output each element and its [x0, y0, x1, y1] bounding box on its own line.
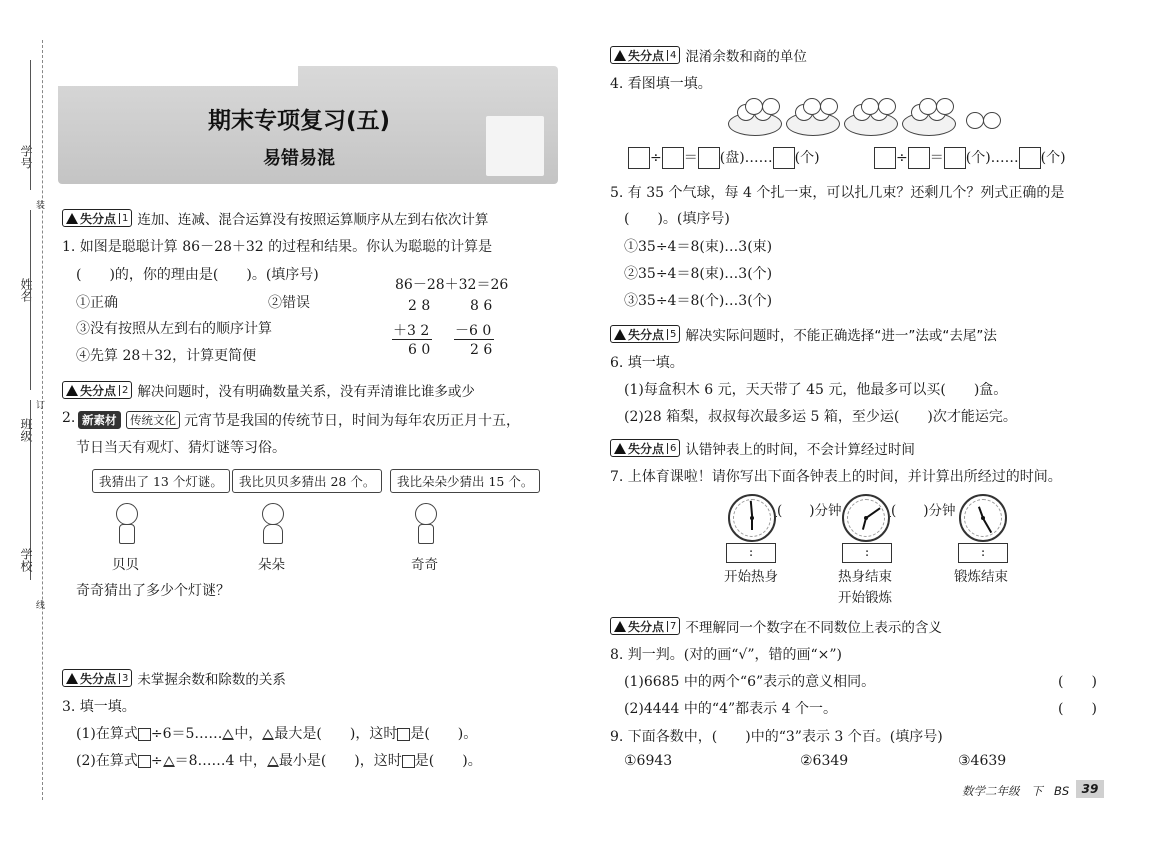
- q2-line2: 节日当天有观灯、猜灯谜等习俗。: [76, 440, 286, 456]
- q1-calc-a-rule: [392, 339, 432, 340]
- triangle-blank-icon: [163, 756, 175, 767]
- apple-icon: [803, 98, 821, 115]
- q1-option-1: ①正确: [76, 295, 118, 311]
- apple-icon: [983, 112, 1001, 129]
- q4-title: 4. 看图填一填。: [610, 76, 712, 92]
- flag-text: 不理解同一个数字在不同数位上表示的含义: [685, 620, 942, 636]
- flag-tag: 失分点 4: [610, 46, 680, 64]
- q8-answer-2[interactable]: ( ): [1058, 701, 1097, 717]
- label-name: 姓名: [19, 278, 33, 302]
- square-blank-icon: [138, 755, 151, 768]
- q5-line2: ( )。(填序号): [624, 211, 730, 227]
- binding-mark-1: 装: [36, 201, 46, 211]
- q1-line2: ( )的，你的理由是( )。(填序号): [76, 267, 319, 283]
- q6-title: 6. 填一填。: [610, 355, 684, 371]
- answer-box[interactable]: [698, 147, 720, 169]
- flag-tag: 失分点 1: [62, 209, 132, 227]
- q9-option-2: ②6349: [800, 753, 849, 769]
- q9-title: 9. 下面各数中，( )中的“3”表示 3 个百。(填序号): [610, 729, 943, 745]
- time-input-1[interactable]: :: [726, 543, 776, 563]
- triangle-blank-icon: [267, 756, 279, 767]
- speech-bubble-qiqi: 我比朵朵少猜出 15 个。: [390, 469, 540, 493]
- fruit-plates-illustration: [728, 98, 1018, 138]
- q6-line2: (2)28 箱梨，叔叔每次最多运 5 箱，至少运( )次才能运完。: [624, 409, 1017, 425]
- flag-tag: 失分点 6: [610, 439, 680, 457]
- elapsed-gap-2[interactable]: ( )分钟: [891, 499, 956, 519]
- flag-5: [610, 324, 997, 344]
- q2-question: 奇奇猜出了多少个灯谜？: [76, 583, 230, 599]
- warning-icon: [66, 673, 78, 684]
- q5-line1: 5. 有 35 个气球，每 4 个扎一束，可以扎几束？还剩几个？列式正确的是: [610, 185, 1065, 201]
- warning-icon: [66, 213, 78, 224]
- q5-option-3: ③35÷4＝8(个)…3(个): [624, 293, 773, 309]
- square-blank-icon: [402, 755, 415, 768]
- child-figure-duoduo: [258, 503, 286, 545]
- flag-text: 解决实际问题时，不能正确选择“进一”法或“去尾”法: [685, 328, 997, 344]
- q2-answer-area[interactable]: [76, 605, 546, 660]
- triangle-blank-icon: [222, 729, 234, 740]
- page-number: 39: [1076, 780, 1104, 798]
- flag-text: 未掌握余数和除数的关系: [137, 672, 286, 688]
- warning-icon: [614, 621, 626, 632]
- flag-tag: 失分点 3: [62, 669, 132, 687]
- q1-calc-b-top: 8 6: [470, 298, 493, 314]
- q8-title: 8. 判一判。(对的画“√”，错的画“×”): [610, 647, 843, 663]
- flag-tag: 失分点 7: [610, 617, 680, 635]
- clock-icon-start-warmup: [728, 494, 776, 542]
- q1-option-4: ④先算 28＋32，计算更简便: [76, 348, 257, 364]
- footer-subject: 数学二年级 下 BS: [962, 784, 1070, 798]
- q1-calc-a-add: ＋3 2: [393, 323, 430, 339]
- flag-text: 混淆余数和商的单位: [685, 49, 807, 65]
- q2-line1: 元宵节是我国的传统节日，时间为每年农历正月十五，: [184, 413, 520, 429]
- answer-box[interactable]: [908, 147, 930, 169]
- square-blank-icon: [138, 728, 151, 741]
- flag-text: 认错钟表上的时间，不会计算经过时间: [685, 442, 915, 458]
- answer-box[interactable]: [662, 147, 684, 169]
- label-class: 班级: [19, 418, 33, 442]
- rule-name: [30, 210, 31, 390]
- flag-tag: 失分点 2: [62, 381, 132, 399]
- answer-box[interactable]: [773, 147, 795, 169]
- page-subtitle: 易错易混: [263, 148, 335, 169]
- triangle-blank-icon: [262, 729, 274, 740]
- q1-calc-b-sub: －6 0: [455, 323, 492, 339]
- apple-icon: [745, 98, 763, 115]
- flag-3: [62, 668, 286, 688]
- title-corner-white: [58, 66, 298, 86]
- time-input-3[interactable]: :: [958, 543, 1008, 563]
- child-name-qiqi: 奇奇: [411, 557, 438, 573]
- binding-mark-3: 线: [36, 601, 46, 611]
- q8-line2: (2)4444 中的“4”都表示 4 个一。: [624, 701, 837, 717]
- q6-line1: (1)每盒积木 6 元，天天带了 45 元，他最多可以买( )盒。: [624, 382, 1008, 398]
- warning-icon: [66, 385, 78, 396]
- qr-code-icon: [486, 116, 544, 176]
- clock-label-1: 开始热身: [724, 569, 778, 585]
- q2-number: 2.: [62, 410, 76, 426]
- child-name-duoduo: 朵朵: [258, 557, 285, 573]
- apple-icon: [919, 98, 937, 115]
- flag-6: [610, 438, 915, 458]
- clock-label-2b: 开始锻炼: [838, 590, 892, 606]
- title-banner: [58, 66, 558, 184]
- q9-option-1: ①6943: [624, 753, 673, 769]
- clock-label-2a: 热身结束: [838, 569, 892, 585]
- binding-mark-2: 订: [36, 401, 46, 411]
- q5-option-2: ②35÷4＝8(束)…3(个): [624, 266, 773, 282]
- q1-option-3: ③没有按照从左到右的顺序计算: [76, 321, 272, 337]
- warning-icon: [614, 443, 626, 454]
- q5-option-1: ①35÷4＝8(束)…3(束): [624, 239, 773, 255]
- apple-icon: [861, 98, 879, 115]
- flag-4: [610, 45, 807, 65]
- apple-icon: [762, 98, 780, 115]
- q1-calc-a-result: 6 0: [408, 342, 431, 358]
- apple-icon: [966, 112, 984, 129]
- q1-line1: 1. 如图是聪聪计算 86－28＋32 的过程和结果。你认为聪聪的计算是: [62, 239, 493, 255]
- q1-option-2: ②错误: [268, 295, 310, 311]
- q7-title: 7. 上体育课啦！请你写出下面各钟表上的时间，并计算出所经过的时间。: [610, 469, 1062, 485]
- q8-line1: (1)6685 中的两个“6”表示的意义相同。: [624, 674, 876, 690]
- page-title: 期末专项复习(五): [208, 108, 391, 134]
- speech-bubble-duoduo: 我比贝贝多猜出 28 个。: [232, 469, 382, 493]
- flag-text: 解决问题时，没有明确数量关系，没有弄清谁比谁多或少: [137, 384, 475, 400]
- apple-icon: [878, 98, 896, 115]
- apple-icon: [936, 98, 954, 115]
- q3-line1: (1)在算式 ÷6＝5…… 中， 最大是( )，这时 是( )。: [76, 726, 478, 742]
- warning-icon: [614, 50, 626, 61]
- elapsed-gap-1[interactable]: ( )分钟: [777, 499, 842, 519]
- q3-line2: (2)在算式 ÷ ＝8……4 中， 最小是( )，这时 是( )。: [76, 753, 482, 769]
- answer-box[interactable]: [874, 147, 896, 169]
- q8-answer-1[interactable]: ( ): [1058, 674, 1097, 690]
- q4-equation-1: ÷ ＝ (盘)…… (个): [628, 147, 820, 169]
- q9-option-3: ③4639: [958, 753, 1007, 769]
- flag-tag: 失分点 5: [610, 325, 680, 343]
- flag-7: [610, 616, 942, 636]
- flag-text: 连加、连减、混合运算没有按照运算顺序从左到右依次计算: [137, 212, 489, 228]
- answer-box[interactable]: [628, 147, 650, 169]
- child-figure-beibei: [112, 503, 140, 545]
- q3-title: 3. 填一填。: [62, 699, 136, 715]
- label-student-number: 学号: [19, 145, 33, 169]
- apple-icon: [820, 98, 838, 115]
- warning-icon: [614, 329, 626, 340]
- child-figure-qiqi: [411, 503, 439, 545]
- binding-line: [42, 40, 43, 800]
- clock-icon-end-exercise: [959, 494, 1007, 542]
- clock-icon-end-warmup: [842, 494, 890, 542]
- q2-badge-culture: 传统文化: [126, 409, 180, 429]
- flag-2: [62, 380, 475, 400]
- q1-calc-a-top: 2 8: [408, 298, 431, 314]
- clock-label-3: 锻炼结束: [954, 569, 1008, 585]
- q1-calc-b-result: 2 6: [470, 342, 493, 358]
- rule-student-number: [30, 60, 31, 190]
- flag-1: [62, 208, 488, 228]
- square-blank-icon: [397, 728, 410, 741]
- speech-bubble-beibei: 我猜出了 13 个灯谜。: [92, 469, 230, 493]
- child-name-beibei: 贝贝: [112, 557, 139, 573]
- q2-badge-new: 新素材: [78, 409, 121, 429]
- answer-box[interactable]: [944, 147, 966, 169]
- q4-equation-2: ÷ ＝ (个)…… (个): [874, 147, 1066, 169]
- time-input-2[interactable]: :: [842, 543, 892, 563]
- q1-calc-b-rule: [454, 339, 494, 340]
- answer-box[interactable]: [1019, 147, 1041, 169]
- label-school: 学校: [19, 548, 33, 572]
- q1-calc-equation: 86－28＋32＝26: [395, 277, 509, 293]
